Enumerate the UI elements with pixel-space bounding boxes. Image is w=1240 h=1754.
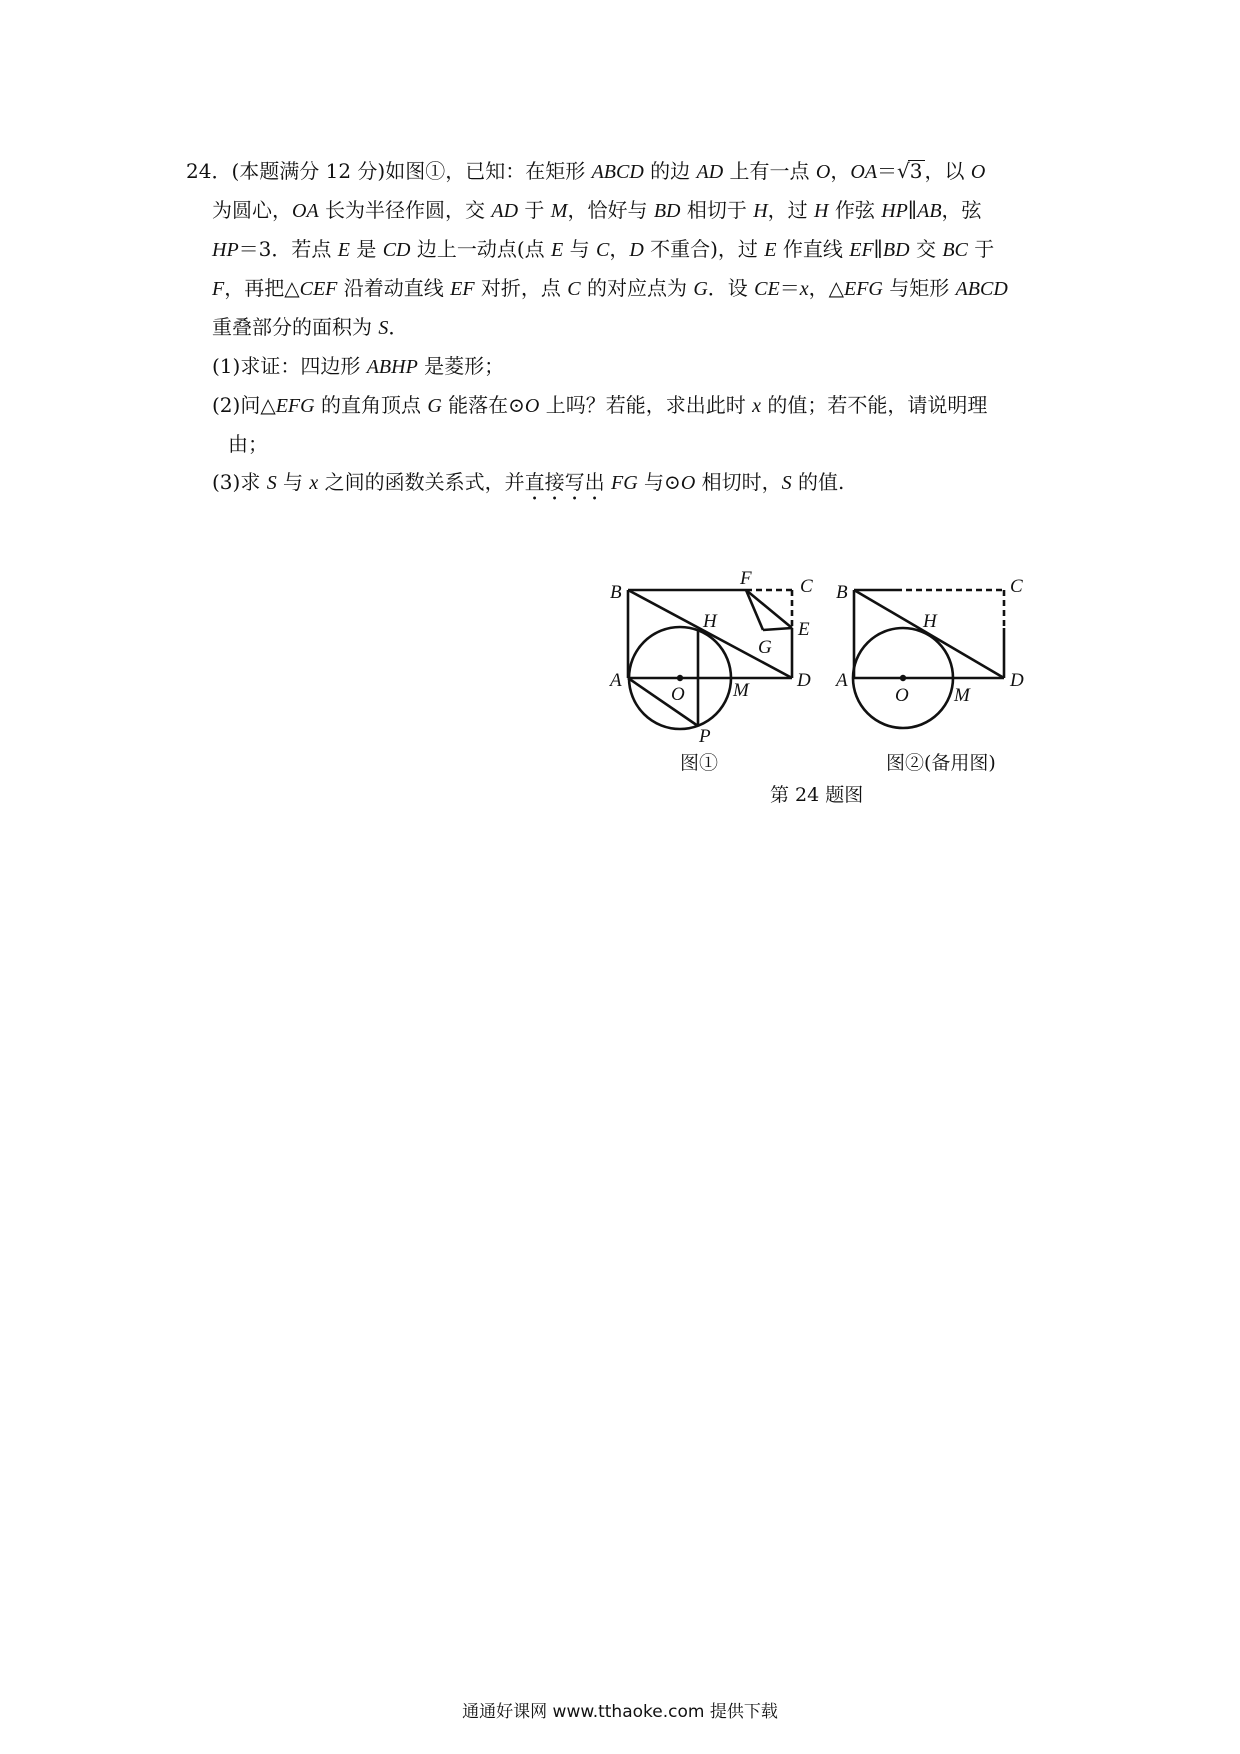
math: EF [450,278,475,300]
text: 上有一点 [723,159,816,183]
text: ∥ [907,198,918,222]
label-b: B [610,582,622,603]
label-m: M [733,680,749,701]
label-a: A [610,670,622,691]
math: FG [611,472,638,494]
text: ．设 [707,276,755,300]
math: BD [653,200,681,222]
math: S [266,472,277,494]
math: AD [696,161,724,183]
math: S [378,317,389,339]
text: ，过 [767,198,815,222]
segment-ge [763,628,792,630]
text: 交 [909,237,943,261]
label-b: B [836,582,848,603]
math: HP [212,239,239,261]
math: E [337,239,350,261]
label-o: O [895,685,909,706]
figure-group-caption: 第 24 题图 [770,784,864,806]
label-o: O [671,684,685,705]
question-3 [186,463,1066,505]
math: CEF [299,278,338,300]
label-d: D [1010,670,1024,691]
center-point-o [677,675,683,681]
math: OA [292,200,319,222]
text: 的直角顶点 [314,393,428,417]
math: AD [491,200,519,222]
text: 沿着动直线 [337,276,451,300]
text: 上吗？若能，求出此时 [539,393,753,417]
math: O [970,161,986,183]
math: CD [382,239,411,261]
text: 重叠部分的面积为 [212,315,379,339]
math: G [693,278,708,300]
center-point-o [900,675,906,681]
math: ABHP [366,356,418,378]
problem-number: 24． [186,159,232,183]
problem-line-5 [186,308,1066,347]
text: 不重合)，过 [643,237,765,261]
figure-2-caption: 图②(备用图) [886,752,996,774]
text: 是 [349,237,383,261]
math: H [814,200,829,222]
text: 是菱形； [417,354,505,378]
label-g: G [758,637,772,658]
label-e: E [798,619,810,640]
emphasized-text: 直接写出 [524,470,605,494]
text: ，再把△ [224,276,300,300]
text: 的边 [643,159,697,183]
text: 的值；若不能，请说明理 [760,393,988,417]
text: ＝ [779,276,800,300]
label-h: H [703,611,717,632]
question-1 [186,347,1066,386]
figure-1-caption: 图① [680,752,719,774]
label-p: P [699,726,711,747]
problem-line-1 [186,152,1066,191]
label-h: H [923,611,937,632]
math: BD [882,239,910,261]
math: CE [754,278,780,300]
text: 与 [563,237,596,261]
question-2 [186,386,1066,425]
label-f: F [740,570,752,589]
text: ＝ [877,159,898,183]
text: ， [609,237,630,261]
math: C [595,239,610,261]
math: BC [942,239,968,261]
text: ＝3．若点 [238,237,338,261]
text: (1)求证：四边形 [212,354,367,378]
math: C [567,278,581,300]
math: H [753,200,768,222]
text: ，恰好与 [567,198,654,222]
math: ABCD [591,161,644,183]
problem-line-2 [186,191,1066,230]
math: OA [850,161,878,183]
math: O [680,472,696,494]
page-footer: 通通好课网 www.tthaoke.com 提供下载 [462,1702,778,1722]
math: O [815,161,831,183]
text: 作弦 [828,198,882,222]
text: ，以 [924,159,971,183]
segment-ap [628,678,698,726]
text: ，弦 [941,198,982,222]
math: ABCD [955,278,1008,300]
math: EFG [843,278,883,300]
text: 由； [228,432,268,456]
sqrt-radicand: 3 [909,159,923,183]
math: E [551,239,564,261]
math: F [212,278,225,300]
text: 相切时， [695,470,782,494]
math: D [629,239,644,261]
math: x [752,395,761,417]
math: HP [881,200,908,222]
text: 相切于 [680,198,754,222]
label-c: C [800,576,813,597]
question-2-cont [186,425,1066,463]
math: E [764,239,777,261]
text: (3)求 [212,470,267,494]
text: (本题满分 12 分)如图①，已知：在矩形 [231,159,592,183]
text: 于 [518,198,551,222]
math: AB [917,200,942,222]
math: S [781,472,792,494]
text: ，△ [808,276,844,300]
text: 能落在⊙ [441,393,525,417]
text: 作直线 [776,237,850,261]
text: 长为半径作圆，交 [318,198,492,222]
math: EFG [275,395,315,417]
text: (2)问△ [212,393,276,417]
text: 之间的函数关系式，并 [318,470,525,494]
math: G [427,395,442,417]
text: 与矩形 [882,276,956,300]
problem-24 [186,152,1066,505]
figures-area [600,570,1060,820]
text: 的值. [791,470,845,494]
text: 与⊙ [637,470,681,494]
label-d: D [797,670,811,691]
problem-line-3 [186,230,1066,269]
text: ∥ [873,237,883,261]
math: M [550,200,568,222]
label-a: A [836,670,848,691]
text: ． [388,315,409,339]
text: 的对应点为 [580,276,694,300]
math: EF [849,239,874,261]
text: 与 [276,470,310,494]
problem-line-4 [186,269,1066,308]
text: ， [830,159,851,183]
text: 于 [967,237,995,261]
label-c: C [1010,576,1023,597]
math: O [524,395,540,417]
label-m: M [954,685,970,706]
text: 为圆心， [212,198,292,222]
math: x [309,472,319,494]
sqrt-symbol: √ [897,159,910,183]
math: x [799,278,809,300]
text: 对折，点 [474,276,568,300]
text: 边上一动点(点 [410,237,552,261]
